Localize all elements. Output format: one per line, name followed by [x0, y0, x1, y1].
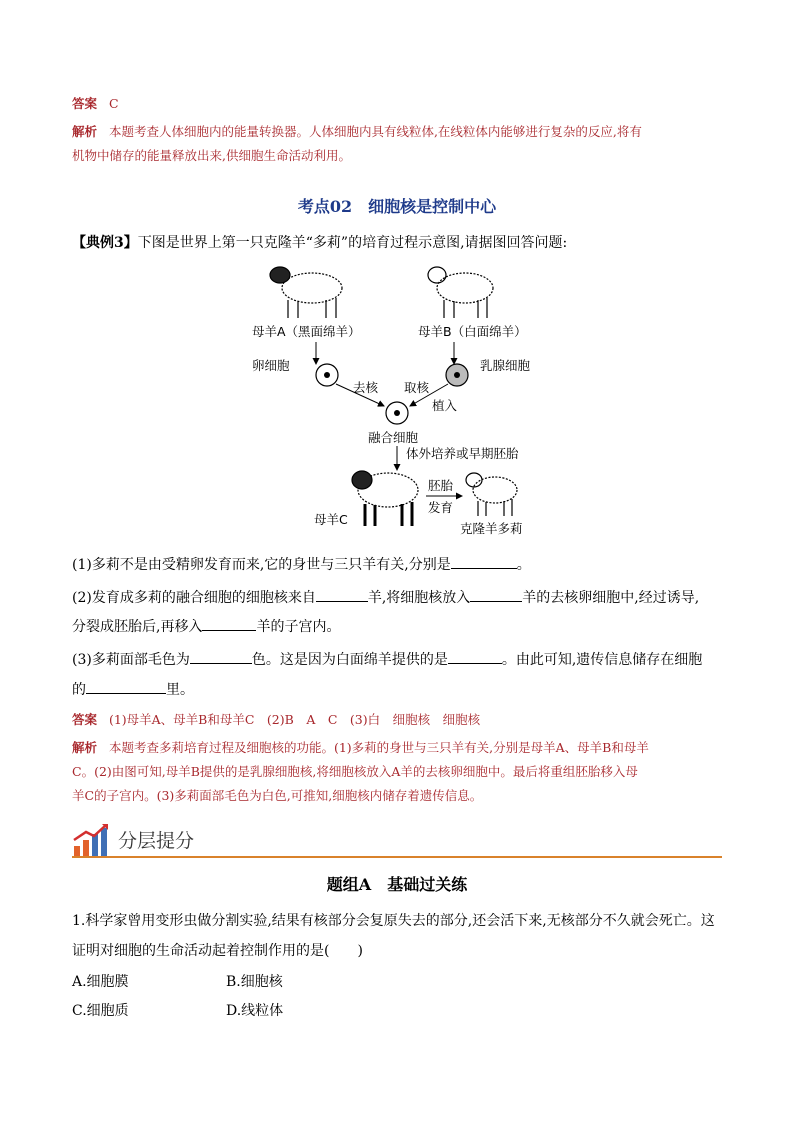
label-mother-a: 母羊A（黑面绵羊）	[252, 324, 361, 339]
option-b[interactable]: B.细胞核	[226, 974, 283, 990]
mammary-cell-icon	[446, 364, 468, 386]
label-mammary-cell: 乳腺细胞	[480, 358, 531, 373]
question-2	[72, 586, 732, 610]
answer-2	[72, 708, 732, 732]
answer-2-label: 答案	[72, 712, 98, 727]
label-implant: 植入	[432, 398, 458, 413]
fused-cell-icon	[386, 402, 408, 424]
blank-1	[451, 554, 517, 569]
blank-3c	[86, 679, 166, 694]
label-develop: 发育	[428, 500, 454, 515]
analysis-1-line-1: 本题考查人体细胞内的能量转换器。人体细胞内具有线粒体,在线粒体内能够进行复杂的反应,将有	[108, 124, 642, 139]
cloning-diagram	[250, 258, 550, 548]
group-title: 题组A 基础过关练	[326, 875, 468, 894]
label-fused-cell: 融合细胞	[368, 430, 419, 445]
label-culture: 体外培养或早期胚胎	[406, 446, 519, 461]
question-3-cont	[72, 678, 732, 702]
sheep-a-icon	[270, 267, 342, 318]
question-3-part-a: (3)多莉面部毛色为	[72, 652, 190, 668]
analysis-2-line-3: 羊C的子宫内。(3)多莉面部毛色为白色,可推知,细胞核内储存着遗传信息。	[72, 788, 483, 803]
option-a[interactable]: A.细胞膜	[72, 974, 129, 990]
question-3-part-d: 的	[72, 682, 86, 698]
egg-cell-icon	[316, 364, 338, 386]
question-2-part-a: (2)发育成多莉的融合细胞的细胞核来自	[72, 590, 316, 606]
label-take-nucleus: 取核	[404, 380, 430, 395]
analysis-label: 解析	[72, 124, 98, 139]
sheep-c-icon	[352, 471, 418, 526]
blank-3a	[190, 649, 252, 664]
label-clone: 克隆羊多莉	[460, 521, 523, 536]
analysis-2-line-2: C。(2)由图可知,母羊B提供的是乳腺细胞核,将细胞核放入A羊的去核卵细胞中。最后将重组胚胎移入母	[72, 764, 638, 779]
question-2-part-b: 羊,将细胞核放入	[367, 590, 471, 606]
question-3-part-c: 。由此可知,遗传信息储存在细胞	[501, 652, 703, 668]
example-question-text: 下图是世界上第一只克隆羊“多莉”的培育过程示意图,请据图回答问题:	[137, 235, 568, 251]
section-title: 考点02 细胞核是控制中心	[297, 197, 497, 216]
question-2-part-e: 羊的子宫内。	[256, 619, 341, 635]
question-1	[72, 553, 732, 577]
example-question	[72, 231, 567, 255]
answer-2-value: (1)母羊A、母羊B和母羊C (2)B A C (3)白 细胞核 细胞核	[108, 712, 481, 727]
question-2-part-c: 羊的去核卵细胞中,经过诱导,	[522, 590, 700, 606]
question-3-part-e: 里。	[166, 682, 194, 698]
practice-question-1	[72, 909, 732, 963]
analysis-2-line-1: 本题考查多莉培育过程及细胞核的功能。(1)多莉的身世与三只羊有关,分别是母羊A、母羊B和母羊	[108, 740, 649, 755]
bar-chart-rising-icon	[72, 822, 112, 858]
option-c[interactable]: C.细胞质	[72, 1003, 129, 1019]
example-tag: 【典例3】	[72, 235, 138, 251]
practice-question-1-line-2: 证明对细胞的生命活动起着控制作用的是( )	[72, 943, 363, 959]
blank-2b	[470, 587, 522, 602]
question-3-part-b: 色。这是因为白面绵羊提供的是	[251, 652, 448, 668]
option-d[interactable]: D.线粒体	[226, 1003, 284, 1019]
answer-label: 答案	[72, 96, 98, 111]
blank-2a	[316, 587, 368, 602]
answer-value: C	[108, 96, 119, 111]
label-embryo: 胚胎	[428, 478, 454, 493]
label-egg-cell: 卵细胞	[252, 358, 290, 373]
question-3	[72, 648, 732, 672]
section-banner	[72, 820, 722, 860]
label-mother-c: 母羊C	[314, 512, 348, 527]
question-2-part-d: 分裂成胚胎后,再移入	[72, 619, 203, 635]
label-mother-b: 母羊B（白面绵羊）	[418, 324, 527, 339]
label-remove-nucleus: 去核	[353, 380, 379, 395]
analysis-2	[72, 736, 752, 808]
analysis-1-line-2: 机物中储存的能量释放出来,供细胞生命活动利用。	[72, 148, 351, 163]
dolly-sheep-icon	[466, 473, 517, 516]
sheep-b-icon	[428, 267, 493, 318]
blank-3b	[448, 649, 502, 664]
analysis-2-label: 解析	[72, 740, 98, 755]
question-2-cont	[72, 615, 732, 639]
banner-title: 分层提分	[118, 830, 195, 852]
practice-question-1-line-1: 1.科学家曾用变形虫做分割实验,结果有核部分会复原失去的部分,还会活下来,无核部分不久就会死亡。这	[72, 913, 715, 929]
answer-1	[72, 92, 119, 116]
question-1-end: 。	[516, 557, 531, 573]
question-1-text: (1)多莉不是由受精卵发育而来,它的身世与三只羊有关,分别是	[72, 557, 451, 573]
analysis-1	[72, 120, 732, 168]
banner-rule	[72, 856, 722, 858]
blank-2c	[202, 616, 256, 631]
